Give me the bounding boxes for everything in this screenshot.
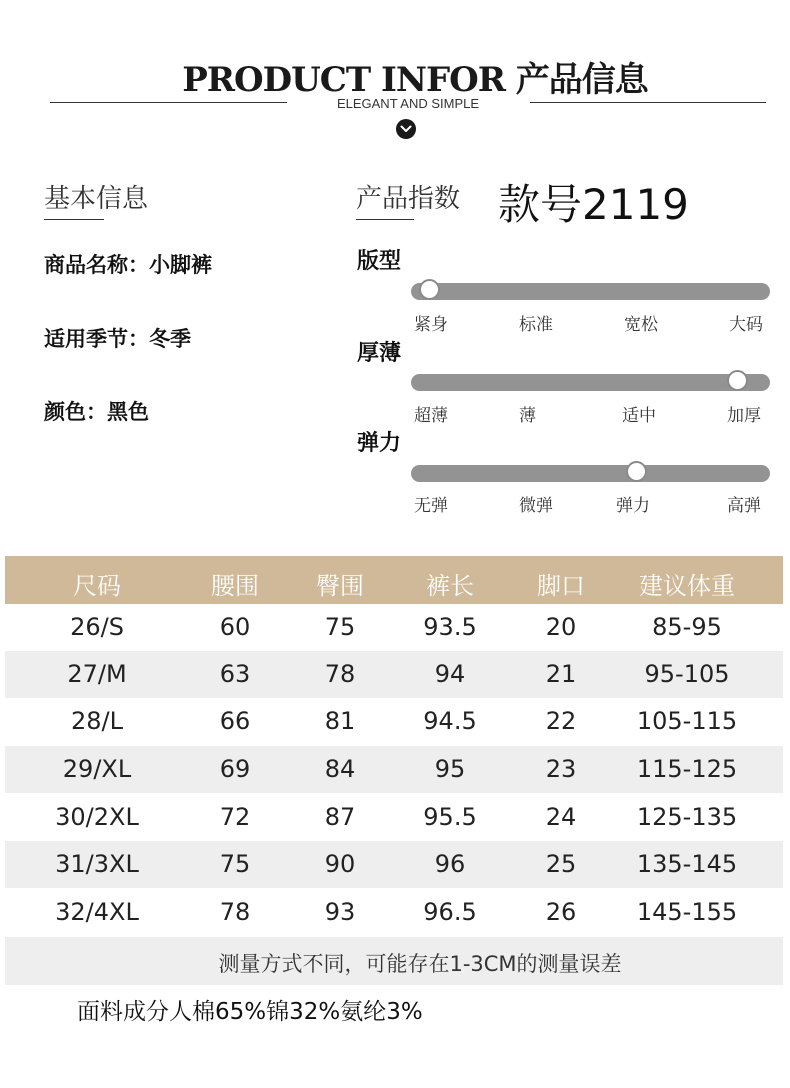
column-header: 裤长 xyxy=(426,572,474,600)
table-cell: 115-125 xyxy=(636,755,738,783)
table-cell: 28/L xyxy=(71,707,123,735)
thickness-tick-label: 超薄 xyxy=(414,406,448,426)
table-cell: 94 xyxy=(434,660,466,688)
table-row xyxy=(5,794,783,841)
thickness-tick-label: 适中 xyxy=(622,406,656,426)
table-cell: 81 xyxy=(324,707,356,735)
fit-scale-label: 版型 xyxy=(357,249,402,274)
table-cell: 94.5 xyxy=(423,707,477,735)
fabric-composition: 面料成分人棉65%锦32%氨纶3% xyxy=(77,999,423,1025)
measurement-note: 测量方式不同，可能存在1-3CM的测量误差 xyxy=(218,952,622,976)
table-row xyxy=(5,746,783,793)
table-cell: 75 xyxy=(324,613,356,641)
table-cell: 63 xyxy=(219,660,251,688)
table-cell: 85-95 xyxy=(652,613,722,641)
fit-tick-label: 紧身 xyxy=(414,315,448,335)
table-cell: 25 xyxy=(545,850,577,878)
table-cell: 78 xyxy=(324,660,356,688)
stretch-tick-label: 弹力 xyxy=(616,496,650,516)
thickness-scale-track xyxy=(411,374,770,391)
table-row xyxy=(5,604,783,651)
table-row xyxy=(5,651,783,698)
table-cell: 95 xyxy=(434,755,466,783)
fit-tick-label: 大码 xyxy=(729,315,763,335)
table-cell: 22 xyxy=(545,707,577,735)
table-cell: 27/M xyxy=(67,660,127,688)
product-name xyxy=(44,249,212,279)
table-cell: 72 xyxy=(219,803,251,831)
table-cell: 93 xyxy=(324,898,356,926)
table-cell: 24 xyxy=(545,803,577,831)
table-cell: 95.5 xyxy=(423,803,477,831)
table-cell: 105-115 xyxy=(636,707,738,735)
stretch-scale-knob xyxy=(626,461,647,482)
basic-info-underline xyxy=(44,219,104,220)
table-cell: 30/2XL xyxy=(55,803,139,831)
table-cell: 125-135 xyxy=(636,803,738,831)
product-color-label: 颜色： xyxy=(44,400,107,424)
stretch-tick-label: 微弹 xyxy=(519,496,553,516)
page-subtitle: ELEGANT AND SIMPLE xyxy=(336,96,480,111)
table-cell: 60 xyxy=(219,613,251,641)
column-header: 腰围 xyxy=(211,572,259,600)
table-cell: 90 xyxy=(324,850,356,878)
product-index-underline xyxy=(356,219,414,220)
table-cell: 78 xyxy=(219,898,251,926)
table-cell: 21 xyxy=(545,660,577,688)
table-cell: 87 xyxy=(324,803,356,831)
product-name-label: 商品名称： xyxy=(44,253,149,277)
table-row xyxy=(5,698,783,745)
fit-tick-label: 宽松 xyxy=(624,315,658,335)
thickness-scale-label: 厚薄 xyxy=(357,341,402,366)
thickness-tick-label: 加厚 xyxy=(727,406,761,426)
stretch-tick-label: 高弹 xyxy=(727,496,761,516)
table-cell: 20 xyxy=(545,613,577,641)
table-cell: 32/4XL xyxy=(55,898,139,926)
product-season-value: 冬季 xyxy=(149,327,191,351)
table-row xyxy=(5,889,783,936)
stretch-scale-label: 弹力 xyxy=(357,431,402,456)
column-header: 臀围 xyxy=(316,572,364,600)
fit-scale-knob xyxy=(419,279,440,300)
table-cell: 75 xyxy=(219,850,251,878)
product-color xyxy=(44,396,149,426)
table-cell: 96.5 xyxy=(423,898,477,926)
chevron-down-icon xyxy=(396,119,416,139)
table-row xyxy=(5,841,783,888)
table-cell: 135-145 xyxy=(636,850,738,878)
column-header: 建议体重 xyxy=(639,572,735,600)
table-cell: 66 xyxy=(219,707,251,735)
table-cell: 26 xyxy=(545,898,577,926)
table-cell: 23 xyxy=(545,755,577,783)
table-cell: 84 xyxy=(324,755,356,783)
model-number: 款号2119 xyxy=(498,180,689,229)
stretch-scale-track xyxy=(411,465,770,482)
page-title: PRODUCT INFOR 产品信息 xyxy=(182,60,648,100)
size-table-header xyxy=(5,556,783,604)
column-header: 尺码 xyxy=(73,572,121,600)
product-season-label: 适用季节： xyxy=(44,327,149,351)
product-season xyxy=(44,323,191,353)
thickness-tick-label: 薄 xyxy=(519,406,536,426)
table-cell: 96 xyxy=(434,850,466,878)
column-header: 脚口 xyxy=(537,572,585,600)
table-cell: 31/3XL xyxy=(55,850,139,878)
table-cell: 145-155 xyxy=(636,898,738,926)
stretch-tick-label: 无弹 xyxy=(414,496,448,516)
product-name-value: 小脚裤 xyxy=(149,253,212,277)
table-cell: 29/XL xyxy=(62,755,132,783)
measurement-note-row xyxy=(5,937,783,985)
product-index-heading: 产品指数 xyxy=(356,184,461,214)
fit-tick-label: 标准 xyxy=(519,315,553,335)
table-cell: 69 xyxy=(219,755,251,783)
thickness-scale-knob xyxy=(727,370,748,391)
header-divider-left xyxy=(50,102,287,103)
table-cell: 93.5 xyxy=(423,613,477,641)
table-cell: 95-105 xyxy=(644,660,730,688)
basic-info-heading: 基本信息 xyxy=(44,184,149,214)
header-divider-right xyxy=(530,102,766,103)
product-color-value: 黑色 xyxy=(107,400,149,424)
fit-scale-track xyxy=(411,283,770,300)
table-cell: 26/S xyxy=(70,613,124,641)
